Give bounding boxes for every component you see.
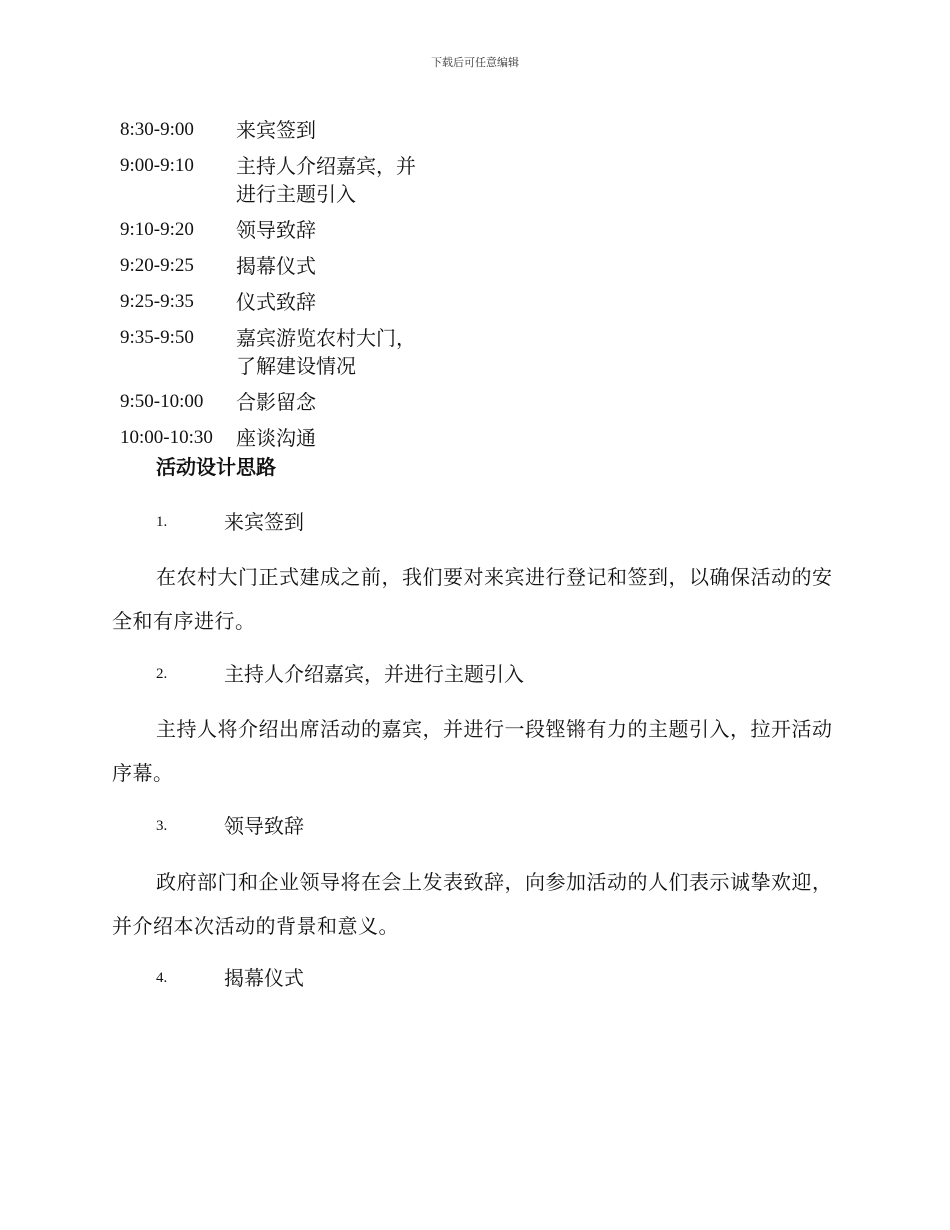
item-heading-text: 揭幕仪式	[224, 966, 304, 990]
item-heading-text: 领导致辞	[224, 814, 304, 838]
schedule-activity: 揭幕仪式	[236, 254, 316, 278]
schedule-table	[120, 116, 440, 460]
schedule-row	[120, 424, 440, 452]
schedule-row	[120, 288, 440, 316]
item-number: 1.	[156, 514, 168, 530]
schedule-row	[120, 116, 440, 144]
schedule-row	[120, 216, 440, 244]
schedule-activity: 主持人介绍嘉宾，并进行主题引入	[236, 154, 416, 206]
item-paragraph: 在农村大门正式建成之前，我们要对来宾进行登记和签到，以确保活动的安全和有序进行。	[112, 565, 833, 633]
schedule-time: 9:00-9:10	[120, 155, 194, 176]
schedule-activity: 来宾签到	[236, 118, 316, 142]
section-title: 活动设计思路	[156, 455, 276, 479]
item-heading	[156, 812, 304, 840]
item-number: 4.	[156, 970, 168, 986]
schedule-row	[120, 152, 440, 208]
schedule-time: 8:30-9:00	[120, 119, 194, 140]
schedule-activity: 合影留念	[236, 390, 316, 414]
item-paragraph: 政府部门和企业领导将在会上发表致辞，向参加活动的人们表示诚挚欢迎，并介绍本次活动的背景和意义。	[112, 870, 833, 938]
schedule-time: 9:10-9:20	[120, 219, 194, 240]
item-heading	[156, 508, 304, 536]
item-heading	[156, 964, 304, 992]
schedule-activity: 仪式致辞	[236, 290, 316, 314]
schedule-row	[120, 388, 440, 416]
schedule-time: 10:00-10:30	[120, 427, 213, 448]
item-paragraph: 主持人将介绍出席活动的嘉宾，并进行一段铿锵有力的主题引入，拉开活动序幕。	[112, 717, 833, 785]
schedule-activity: 座谈沟通	[236, 426, 316, 450]
item-heading-text: 来宾签到	[224, 510, 304, 534]
schedule-row	[120, 324, 440, 380]
item-number: 2.	[156, 666, 168, 682]
item-number: 3.	[156, 818, 168, 834]
schedule-time: 9:35-9:50	[120, 327, 194, 348]
schedule-time: 9:25-9:35	[120, 291, 194, 312]
page-header-note: 下载后可任意编辑	[431, 56, 519, 69]
item-heading	[156, 660, 524, 688]
schedule-time: 9:20-9:25	[120, 255, 194, 276]
item-heading-text: 主持人介绍嘉宾，并进行主题引入	[224, 662, 524, 686]
schedule-activity: 领导致辞	[236, 218, 316, 242]
schedule-time: 9:50-10:00	[120, 391, 204, 412]
schedule-row	[120, 252, 440, 280]
schedule-activity: 嘉宾游览农村大门，了解建设情况	[236, 326, 416, 378]
